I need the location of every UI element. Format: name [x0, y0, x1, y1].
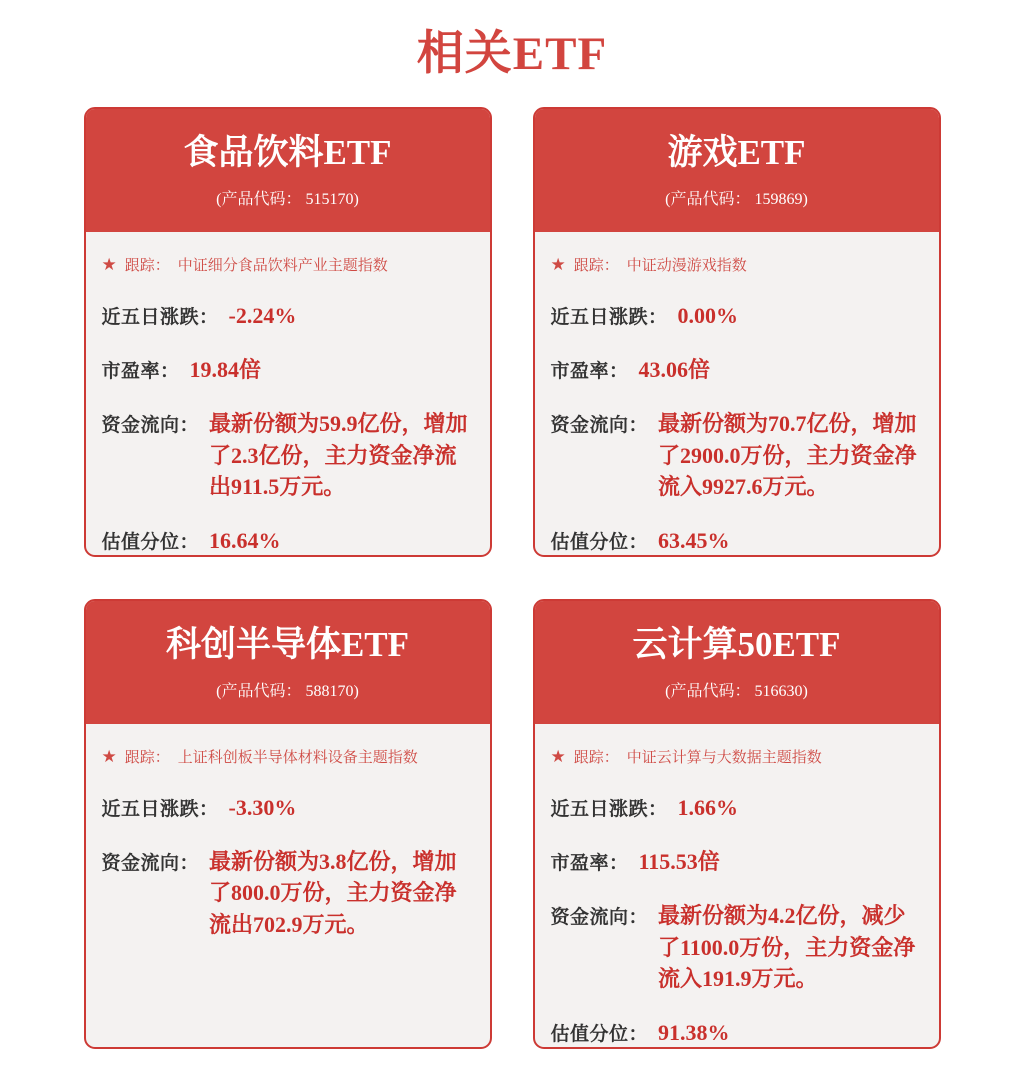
track-row: [102, 254, 474, 275]
card-header: [535, 601, 939, 724]
stat-value: -3.30%: [228, 795, 297, 820]
card-body: [535, 232, 939, 556]
stat-row-fund-flow: [551, 408, 923, 502]
stat-value: 63.45%: [658, 528, 730, 554]
stat-label: 估值分位：: [550, 1024, 649, 1046]
etf-title: 食品饮料ETF: [183, 133, 392, 172]
stat-row-pe-ratio: [551, 846, 923, 877]
stat-row-5day-change: [102, 300, 474, 331]
etf-product-code: (产品代码： 159869): [665, 190, 808, 208]
etf-card-food-beverage: [84, 107, 492, 557]
star-icon: ★: [550, 255, 566, 274]
stat-value: 最新份额为4.2亿份，减少了1100.0万份，主力资金净流入191.9万元。: [658, 903, 916, 991]
track-label: 跟踪：: [573, 749, 619, 766]
star-icon: ★: [101, 747, 117, 766]
stat-value: 19.84倍: [189, 357, 262, 383]
track-label: 跟踪：: [124, 749, 170, 766]
stat-label: 近五日涨跌：: [101, 307, 219, 328]
track-index-name: 上证科创板半导体材料设备主题指数: [177, 749, 418, 766]
stat-label: 资金流向：: [101, 415, 200, 437]
stat-value: 最新份额为59.9亿份，增加了2.3亿份，主力资金净流出911.5万元。: [209, 411, 468, 499]
stat-row-fund-flow: [551, 900, 923, 994]
stat-value: 最新份额为3.8亿份，增加了800.0万份，主力资金净流出702.9万元。: [209, 849, 457, 937]
track-index-name: 中证细分食品饮料产业主题指数: [177, 257, 388, 274]
etf-card-star-semiconductor: [84, 599, 492, 1049]
stat-label: 近五日涨跌：: [550, 799, 668, 820]
stat-value: 1.66%: [677, 795, 739, 820]
card-body: [86, 232, 490, 556]
stat-label: 市盈率：: [550, 853, 629, 875]
etf-card-cloud-computing: [533, 599, 941, 1049]
etf-cards-grid: [0, 107, 1024, 1049]
stat-value: 0.00%: [677, 303, 739, 328]
card-body: [535, 724, 939, 1048]
stat-value: 43.06倍: [638, 357, 711, 383]
stat-label: 近五日涨跌：: [550, 307, 668, 328]
stat-label: 资金流向：: [101, 853, 200, 875]
stat-row-pe-ratio: [551, 354, 923, 385]
stat-row-fund-flow: [102, 408, 474, 502]
stat-row-5day-change: [551, 792, 923, 823]
track-row: [551, 254, 923, 275]
stat-value: 115.53倍: [638, 849, 720, 875]
track-index-name: 中证云计算与大数据主题指数: [626, 749, 822, 766]
etf-title: 游戏ETF: [667, 133, 806, 172]
stat-label: 市盈率：: [550, 361, 629, 383]
stat-row-5day-change: [551, 300, 923, 331]
stat-label: 估值分位：: [550, 532, 649, 554]
star-icon: ★: [101, 255, 117, 274]
star-icon: ★: [550, 747, 566, 766]
track-label: 跟踪：: [573, 257, 619, 274]
stat-row-valuation-percentile: [102, 525, 474, 556]
stat-row-valuation-percentile: [551, 525, 923, 556]
stat-label: 市盈率：: [101, 361, 180, 383]
stat-row-fund-flow: [102, 846, 474, 940]
stat-label: 估值分位：: [101, 532, 200, 554]
etf-title: 科创半导体ETF: [165, 625, 410, 664]
etf-title: 云计算50ETF: [632, 625, 841, 664]
etf-product-code: (产品代码： 516630): [665, 682, 808, 700]
card-body: [86, 724, 490, 940]
track-index-name: 中证动漫游戏指数: [626, 257, 747, 274]
stat-value: 16.64%: [209, 528, 281, 554]
track-row: [102, 746, 474, 767]
stat-value: 最新份额为70.7亿份，增加了2900.0万份，主力资金净流入9927.6万元。: [658, 411, 917, 499]
stat-label: 资金流向：: [550, 415, 649, 437]
etf-product-code: (产品代码： 588170): [216, 682, 359, 700]
stat-row-5day-change: [102, 792, 474, 823]
stat-row-pe-ratio: [102, 354, 474, 385]
etf-card-gaming: [533, 107, 941, 557]
track-row: [551, 746, 923, 767]
stat-row-valuation-percentile: [551, 1017, 923, 1048]
page-title: 相关ETF: [416, 28, 608, 80]
etf-product-code: (产品代码： 515170): [216, 190, 359, 208]
stat-value: -2.24%: [228, 303, 297, 328]
stat-label: 资金流向：: [550, 907, 649, 929]
stat-value: 91.38%: [658, 1020, 730, 1046]
card-header: [86, 109, 490, 232]
card-header: [86, 601, 490, 724]
stat-label: 近五日涨跌：: [101, 799, 219, 820]
card-header: [535, 109, 939, 232]
track-label: 跟踪：: [124, 257, 170, 274]
